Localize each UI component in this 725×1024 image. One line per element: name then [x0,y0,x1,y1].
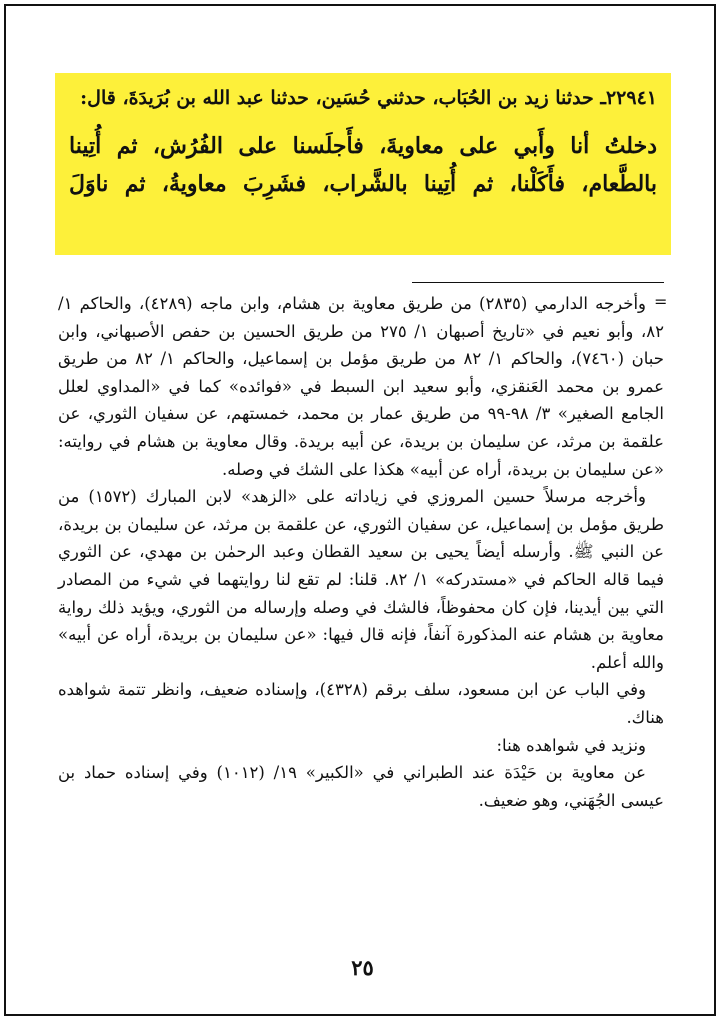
footnote-paragraph: وفي الباب عن ابن مسعود، سلف برقم (٤٣٢٨)، وإسناده ضعيف، وانظر تتمة شواهده هناك. [58,680,664,727]
footnote-paragraph: وأخرجه الدارمي (٢٨٣٥) من طريق معاوية بن هشام، وابن ماجه (٤٢٨٩)، والحاكم ١/ ٨٢، وأبو نعيم في «تاريخ أصبهان ١/ ٢٧٥ من طريق الحسين بن حفص الأصبهاني، وابن حبان (٧٤٦٠)، والحاكم ١/ ٨٢ من طريق مؤمل بن إسماعيل، والحاكم ١/ ٨٢ من طريق عمرو بن محمد العَنقزي، وأبو سعيد ابن السبط في «فوائده» كما في «المداوي لعلل الجامع الصغير» ٣/ ٩٨-٩٩ من طريق عمار بن محمد، خمستهم، عن سفيان الثوري، عن علقمة بن مرثد، عن سليمان بن بريدة، عن أبيه بريدة. وقال معاوية بن هشام في روايته: «عن سليمان بن بريدة، أراه عن أبيه» هكذا على الشك في وصله. [58,294,664,479]
footnote-paragraph: وأخرجه مرسلاً حسين المروزي في زياداته على «الزهد» لابن المبارك (١٥٧٢) من طريق مؤمل بن إسماعيل، عن سفيان الثوري، عن علقمة بن مرثد، عن سليمان بن بريدة، عن النبي ﷺ. وأرسله أيضاً يحيى بن سعيد القطان وعبد الرحمٰن بن مهدي، عن الثوري فيما قاله الحاكم في «مستدركه» ١/ ٨٢. قلنا: لم تقع لنا روايتهما في شيء من المصادر التي بين أيدينا، فإن كان محفوظاً، فالشك في وصله وإرساله من الثوري، ويؤيد ذلك رواية معاوية بن هشام عنه المذكورة آنفاً، فإنه قال فيها: «عن سليمان بن بريدة، أراه عن أبيه» والله أعلم. [58,487,664,672]
footnote-divider [412,282,664,283]
hadith-isnad: ٢٢٩٤١ـ حدثنا زيد بن الحُبَاب، حدثني حُسَين، حدثنا عبد الله بن بُرَيدَةَ، قال: [80,87,657,109]
continuation-marker: = [654,292,668,311]
footnote-paragraph: عن معاوية بن حَيْدَة عند الطبراني في «الكبير» ١٩/ (١٠١٢) وفي إسناده حماد بن عيسى الجُهَني، وهو ضعيف. [58,763,664,810]
hadith-matn: دخلتُ أنا وأَبي على معاويةَ، فأَجلَسنا على الفُرُش، ثم أُتِينا بالطَّعام، فأَكَلْنا، ثم أُتِينا بالشَّراب، فشَرِبَ معاويةُ، ثم ناوَلَ [69,133,657,197]
page-number: ٢٥ [351,955,374,980]
footnote-paragraph: ونزيد في شواهده هنا: [496,735,646,755]
hadith-highlight [55,73,671,255]
footnotes [58,290,664,814]
